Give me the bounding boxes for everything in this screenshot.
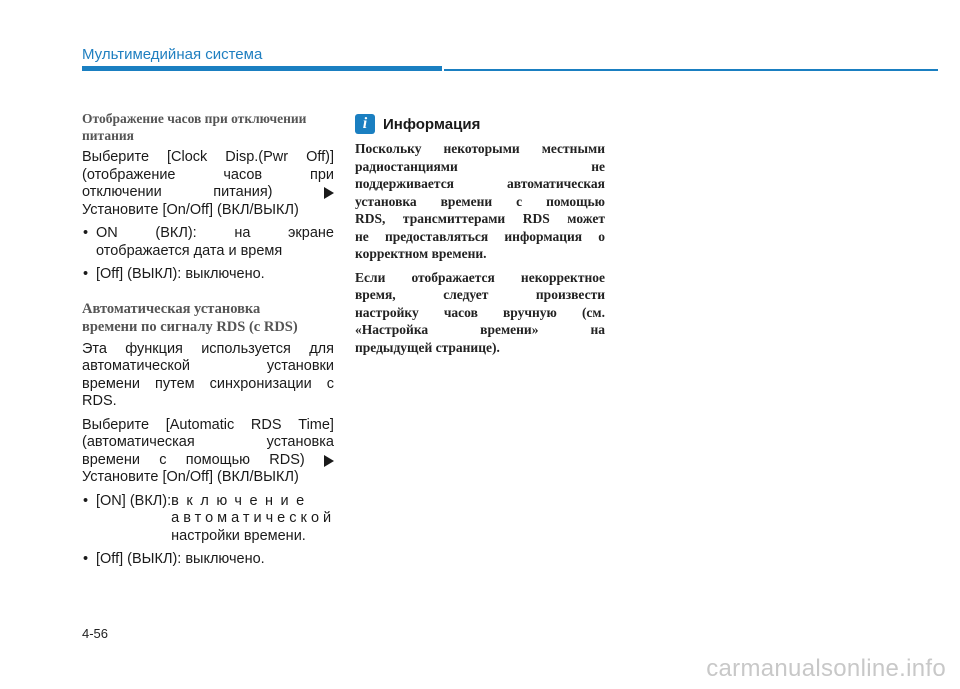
info-box bbox=[355, 114, 605, 362]
text-line: Эта функция используется для bbox=[82, 340, 334, 357]
bullet-dot-icon: • bbox=[83, 225, 89, 241]
text-line: автоматической установки bbox=[82, 358, 334, 374]
heading-clock-power-off: Отображение часов при отключении питания bbox=[82, 111, 307, 143]
text-line: Выберите [Clock Disp.(Pwr Off)] bbox=[82, 149, 334, 165]
bullet-dot-icon: • bbox=[83, 492, 89, 509]
watermark: carmanualsonline.info bbox=[706, 655, 946, 682]
text-line: ON (ВКЛ): на экране bbox=[96, 225, 334, 241]
header-rule-thick bbox=[82, 66, 442, 71]
text-line: отключении питания) bbox=[82, 184, 334, 202]
list-item: • [Off] (ВЫКЛ): выключено. bbox=[83, 266, 265, 282]
text-line: (автоматическая установка bbox=[82, 434, 334, 450]
rds-description: Эта функция используется для автоматической установки времени путем синхронизации с RDS. bbox=[82, 340, 334, 409]
rds-instructions: Выберите [Automatic RDS Time] (автоматическая установка времени с помощью RDS) Установите [On/Off] (ВКЛ/ВЫКЛ) bbox=[82, 416, 334, 485]
info-title: Информация bbox=[383, 115, 481, 133]
text-line: (отображение часов при bbox=[82, 166, 334, 183]
info-paragraph-manual: Если отображается некорректное время, следует произвести настройку часов вручную (см. «Настройка времени» на предыдущей странице). bbox=[355, 269, 605, 355]
text-line: времени путем синхронизации с bbox=[82, 375, 334, 392]
left-column bbox=[82, 110, 334, 575]
list-item: • [ON] (ВКЛ): включение автоматической настройки времени. bbox=[83, 492, 336, 544]
page-number: 4-56 bbox=[82, 626, 109, 641]
text-line: времени с помощью RDS) bbox=[82, 452, 334, 470]
header-rule-thin bbox=[444, 69, 938, 71]
section-title: Мультимедийная система bbox=[82, 46, 263, 63]
list-item: • ON (ВКЛ): на экране отображается дата и время bbox=[83, 225, 334, 259]
text-line: Выберите [Automatic RDS Time] bbox=[82, 416, 334, 433]
bullet-dot-icon: • bbox=[83, 551, 89, 567]
clock-intro: Выберите [Clock Disp.(Pwr Off)] (отображение часов при отключении питания) Установите [On/Off] (ВКЛ/ВЫКЛ) bbox=[82, 149, 334, 218]
list-item: • [Off] (ВЫКЛ): выключено. bbox=[83, 551, 265, 567]
arrow-right-icon bbox=[324, 455, 334, 467]
bullet-dot-icon: • bbox=[83, 266, 89, 282]
info-paragraph-rds: Поскольку некоторыми местными радиостанциями не поддерживается автоматическая установка времени с помощью RDS, трансмиттерами RDS может не предоставляться информация о корректном времени. bbox=[355, 141, 605, 261]
info-header bbox=[355, 114, 605, 134]
info-icon: i bbox=[355, 114, 375, 134]
arrow-right-icon bbox=[324, 187, 334, 199]
heading-rds-time: Автоматическая установка времени по сигналу RDS (с RDS) bbox=[82, 300, 298, 335]
